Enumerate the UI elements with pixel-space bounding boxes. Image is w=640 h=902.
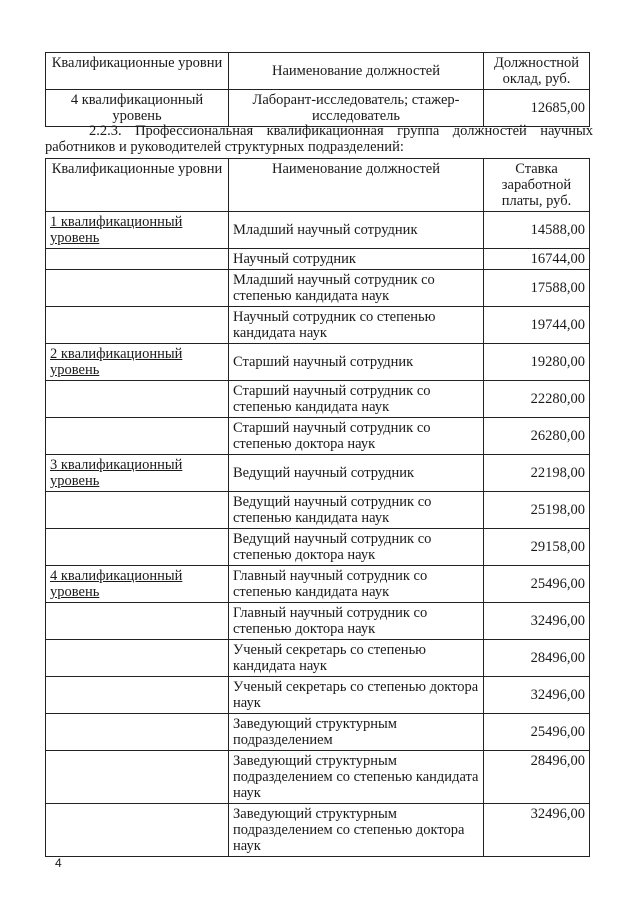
- salary-cell: 16744,00: [484, 249, 590, 270]
- table-row: [46, 804, 590, 857]
- salary-cell: 22198,00: [484, 455, 590, 492]
- level-cell: [46, 529, 229, 566]
- position-cell: Лаборант-исследователь; стажер-исследователь: [229, 90, 484, 127]
- level-cell: [46, 804, 229, 857]
- section-paragraph: [45, 123, 593, 155]
- salary-cell: 32496,00: [484, 677, 590, 714]
- salary-cell: 14588,00: [484, 212, 590, 249]
- level-cell: [46, 640, 229, 677]
- level-cell: [46, 381, 229, 418]
- position-cell: Младший научный сотрудник: [229, 212, 484, 249]
- salary-cell: 25198,00: [484, 492, 590, 529]
- header-positions: Наименование должностей: [229, 53, 484, 90]
- level-cell: [46, 677, 229, 714]
- position-cell: Ведущий научный сотрудник: [229, 455, 484, 492]
- position-cell: Ведущий научный сотрудник со степенью кандидата наук: [229, 492, 484, 529]
- position-cell: Старший научный сотрудник со степенью доктора наук: [229, 418, 484, 455]
- salary-cell: 12685,00: [484, 90, 590, 127]
- header-levels: Квалификационные уровни: [46, 159, 229, 212]
- position-cell: Ведущий научный сотрудник со степенью доктора наук: [229, 529, 484, 566]
- table-header-row: [46, 53, 590, 90]
- table-row: [46, 307, 590, 344]
- qualification-table-2: [45, 158, 590, 857]
- level-cell: [46, 249, 229, 270]
- salary-cell: 32496,00: [484, 603, 590, 640]
- level-cell: 4 квалификационный уровень: [46, 566, 229, 603]
- salary-cell: 19744,00: [484, 307, 590, 344]
- position-cell: Младший научный сотрудник со степенью кандидата наук: [229, 270, 484, 307]
- table-row: [46, 751, 590, 804]
- table-row: [46, 492, 590, 529]
- header-positions: Наименование должностей: [229, 159, 484, 212]
- level-cell: [46, 492, 229, 529]
- qualification-table-1: [45, 52, 590, 127]
- salary-cell: 17588,00: [484, 270, 590, 307]
- level-cell: [46, 307, 229, 344]
- position-cell: Ученый секретарь со степенью доктора наук: [229, 677, 484, 714]
- position-cell: Заведующий структурным подразделением со степенью доктора наук: [229, 804, 484, 857]
- position-cell: Главный научный сотрудник со степенью доктора наук: [229, 603, 484, 640]
- salary-cell: 25496,00: [484, 566, 590, 603]
- table-row: [46, 381, 590, 418]
- level-cell: 3 квалификационный уровень: [46, 455, 229, 492]
- table-row: [46, 270, 590, 307]
- salary-cell: 28496,00: [484, 751, 590, 804]
- table-row: [46, 418, 590, 455]
- table-row: [46, 249, 590, 270]
- table-row: [46, 677, 590, 714]
- table-header-row: [46, 159, 590, 212]
- salary-cell: 32496,00: [484, 804, 590, 857]
- level-cell: 4 квалификационный уровень: [46, 90, 229, 127]
- position-cell: Заведующий структурным подразделением: [229, 714, 484, 751]
- table-row: [46, 90, 590, 127]
- salary-cell: 19280,00: [484, 344, 590, 381]
- table-row: [46, 603, 590, 640]
- level-cell: 2 квалификационный уровень: [46, 344, 229, 381]
- salary-cell: 22280,00: [484, 381, 590, 418]
- level-cell: [46, 418, 229, 455]
- table-row: [46, 344, 590, 381]
- table-row: [46, 714, 590, 751]
- level-cell: 1 квалификационный уровень: [46, 212, 229, 249]
- position-cell: Ученый секретарь со степенью кандидата наук: [229, 640, 484, 677]
- paragraph-line-2: работников и руководителей структурных подразделений:: [45, 139, 404, 155]
- level-cell: [46, 714, 229, 751]
- salary-cell: 28496,00: [484, 640, 590, 677]
- position-cell: Главный научный сотрудник со степенью кандидата наук: [229, 566, 484, 603]
- paragraph-line-1: 2.2.3. Профессиональная квалификационная группа должностей научных: [89, 123, 593, 139]
- salary-cell: 26280,00: [484, 418, 590, 455]
- level-cell: [46, 603, 229, 640]
- position-cell: Заведующий структурным подразделением со степенью кандидата наук: [229, 751, 484, 804]
- header-salary: Ставка заработной платы, руб.: [484, 159, 590, 212]
- table-row: [46, 640, 590, 677]
- salary-cell: 25496,00: [484, 714, 590, 751]
- header-levels: Квалификационные уровни: [46, 53, 229, 90]
- position-cell: Старший научный сотрудник со степенью кандидата наук: [229, 381, 484, 418]
- table-row: [46, 212, 590, 249]
- header-salary: Должностной оклад, руб.: [484, 53, 590, 90]
- position-cell: Старший научный сотрудник: [229, 344, 484, 381]
- position-cell: Научный сотрудник со степенью кандидата наук: [229, 307, 484, 344]
- table-row: [46, 529, 590, 566]
- table-row: [46, 455, 590, 492]
- position-cell: Научный сотрудник: [229, 249, 484, 270]
- salary-cell: 29158,00: [484, 529, 590, 566]
- page-number: 4: [55, 856, 62, 870]
- level-cell: [46, 270, 229, 307]
- level-cell: [46, 751, 229, 804]
- table-row: [46, 566, 590, 603]
